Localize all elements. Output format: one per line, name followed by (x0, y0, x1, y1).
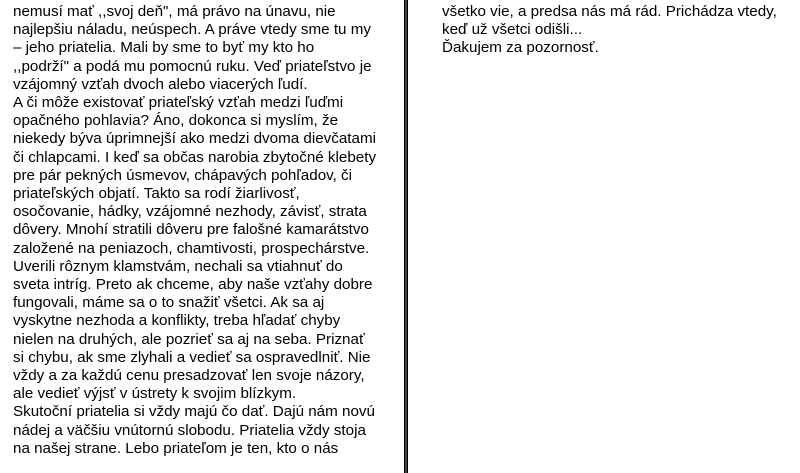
text-line: – jeho priatelia. Mali by sme to byť my kto ho (13, 39, 315, 57)
text-line: sveta intríg. Preto ak chceme, aby naše vzťahy dobre (13, 276, 373, 294)
text-line: si chybu, ak sme zlyhali a vedieť sa ospravedlniť. Nie (13, 348, 371, 366)
text-line: ,,podrží" a podá mu pomocnú ruku. Veď priateľstvo je (13, 57, 372, 75)
text-line: či chlapcami. I keď sa občas narobia zbytočné klebety (13, 148, 377, 166)
text-line: keď už všetci odišli... (442, 21, 583, 39)
text-line: Skutoční priatelia si vždy majú čo dať. Dajú nám novú (13, 403, 375, 421)
text-line: nemusí mať ,,svoj deň", má právo na únavu, nie (13, 3, 336, 20)
text-line: Uverili rôznym klamstvám, nechali sa vtiahnuť do (13, 257, 343, 275)
text-line: na našej strane. Lebo priateľom je ten, kto o nás (13, 439, 339, 457)
text-line: fungovali, máme sa o to snažiť všetci. Ak sa aj (13, 294, 325, 312)
text-line: nádej a väčšiu vnútornú slobodu. Priatelia vždy stoja (13, 421, 366, 439)
text-line: osočovanie, hádky, vzájomné nezhody, závisť, strata (13, 203, 367, 221)
text-line: ale vedieť výjsť v ústrety k svojim blízkym. (13, 385, 297, 403)
text-line: priateľských objatí. Takto sa rodí žiarlivosť, (13, 185, 300, 203)
text-line: všetko vie, a predsa nás má rád. Prichádza vtedy, (442, 3, 777, 20)
text-line: najlepšiu náladu, neúspech. A práve vtedy sme tu my (13, 21, 371, 39)
left-text-column (13, 3, 393, 458)
text-line: pre pár pekných úsmevov, chápavých pohľadov, či (13, 166, 353, 184)
right-text-column (442, 3, 792, 58)
text-line: A či môže existovať priateľský vzťah medzi ľuďmi (13, 94, 344, 112)
page-break-divider (404, 0, 408, 473)
text-line: nielen na druhých, ale pozrieť sa aj na seba. Priznať (13, 330, 365, 348)
text-line: vyskytne nezhoda a konflikty, treba hľadať chyby (13, 312, 341, 330)
text-line: vzájomný vzťah dvoch alebo viacerých ľudí. (13, 75, 308, 93)
text-line: opačného pohlavia? Áno, dokonca si myslím, že (13, 112, 339, 130)
text-line: vždy a za každú cenu presadzovať len svoje názory, (13, 367, 365, 385)
text-line: niekedy býva úprimnejší ako medzi dvoma dievčatami (13, 130, 376, 148)
text-line: dôvery. Mnohí stratili dôveru pre falošné kamarátstvo (13, 221, 369, 239)
text-line: založené na peniazoch, chamtivosti, prospechárstve. (13, 239, 370, 257)
text-line: Ďakujem za pozornosť. (442, 39, 599, 57)
